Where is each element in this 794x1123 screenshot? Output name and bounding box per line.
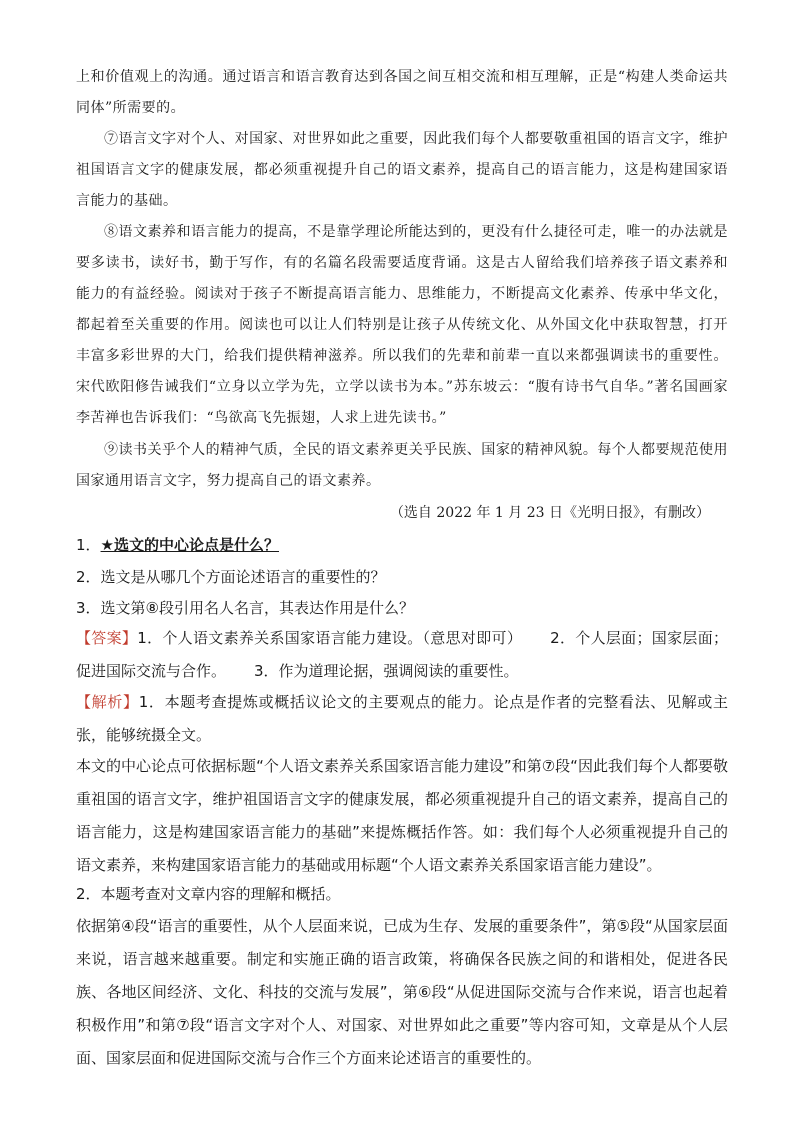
analysis-2-body: 依据第④段“语言的重要性，从个人层面来说，已成为生存、发展的重要条件”，第⑤段“从国家层面来说，语言越来越重要。制定和实施正确的语言政策，将确保各民族之间的和谐相处，促进各民族、各地区间经济、文化、科技的交流与发展”，第⑥段“从促进国际交流与合作来说，语言也起着积极作用”和第⑦段“语言文字对个人、对国家、对世界如此之重要”等内容可知，文章是从个人层面、国家层面和促进国际交流与合作三个方面来论述语言的重要性的。	[76, 917, 728, 1067]
question-1	[76, 529, 728, 561]
analysis-1-body: 本文的中心论点可依据标题“个人语文素养关系国家语言能力建设”和第⑦段“因此我们每个人都要敬重祖国的语言文字，维护祖国语言文字的健康发展，都必须重视提升自己的语文素养，提高自己的语言能力，这是构建国家语言能力的基础”来提炼概括作答。如：我们每个人必须重视提升自己的语文素养，来构建国家语言能力的基础或用标题“个人语文素养关系国家语言能力建设”。	[76, 757, 728, 874]
question-1-text: ★选文的中心论点是什么？	[100, 536, 279, 554]
question-3: 3．选文第⑧段引用名人名言，其表达作用是什么？	[76, 599, 414, 617]
passage-paragraph-8: ⑧语文素养和语言能力的提高，不是靠学理论所能达到的，更没有什么捷径可走，唯一的办法就是要多读书，读好书，勤于写作，有的名篇名段需要适度背诵。这是古人留给我们培养孩子语文素养和能力的有益经验。阅读对于孩子不断提高语言能力、思维能力，不断提高文化素养、传承中华文化，都起着至关重要的作用。阅读也可以让人们特别是让孩子从传统文化、从外国文化中获取智慧，打开丰富多彩世界的大门，给我们提供精神滋养。所以我们的先辈和前辈一直以来都强调读书的重要性。宋代欧阳修告诫我们“立身以立学为先，立学以读书为本。”苏东坡云：“腹有诗书气自华。”著名国画家李苦禅也告诉我们：“鸟欲高飞先振翅，人求上进先读书。”	[76, 224, 728, 426]
answer-1: 1．个人语文素养关系国家语言能力建设。（意思对即可）	[137, 629, 523, 647]
answer-label: 【答案】	[76, 629, 138, 647]
passage-paragraph-7: ⑦语言文字对个人、对国家、对世界如此之重要，因此我们每个人都要敬重祖国的语言文字，维护祖国语言文字的健康发展，都必须重视提升自己的语文素养，提高自己的语言能力，这是构建国家语言能力的基础。	[76, 131, 728, 209]
analysis-2-lead: 2．本题考查对文章内容的理解和概括。	[76, 885, 341, 903]
analysis-1-lead: 1．本题考查提炼或概括议论文的主要观点的能力。论点是作者的完整看法、见解或主张，能够统摄全文。	[76, 693, 728, 744]
question-2: 2．选文是从哪几个方面论述语言的重要性的？	[76, 568, 386, 586]
answer-3: 3．作为道理论据，强调阅读的重要性。	[254, 662, 519, 680]
passage-continuation: 上和价值观上的沟通。通过语言和语言教育达到各国之间互相交流和相互理解，正是“构建人类命运共同体”所需要的。	[76, 69, 728, 116]
question-1-number: 1．	[76, 536, 101, 554]
answer-2: 2．个人层面；国家层面；促进国际交流与合作。	[76, 629, 728, 680]
passage-paragraph-9: ⑨读书关乎个人的精神气质，全民的语文素养更关乎民族、国家的精神风貌。每个人都要规范使用国家通用语言文字，努力提高自己的语文素养。	[76, 442, 728, 489]
answer-block	[76, 622, 728, 688]
analysis-label: 【解析】	[76, 693, 139, 711]
analysis-block-1	[76, 686, 728, 752]
passage-source: （选自 2022 年 1 月 23 日《光明日报》，有删改）	[389, 505, 710, 521]
